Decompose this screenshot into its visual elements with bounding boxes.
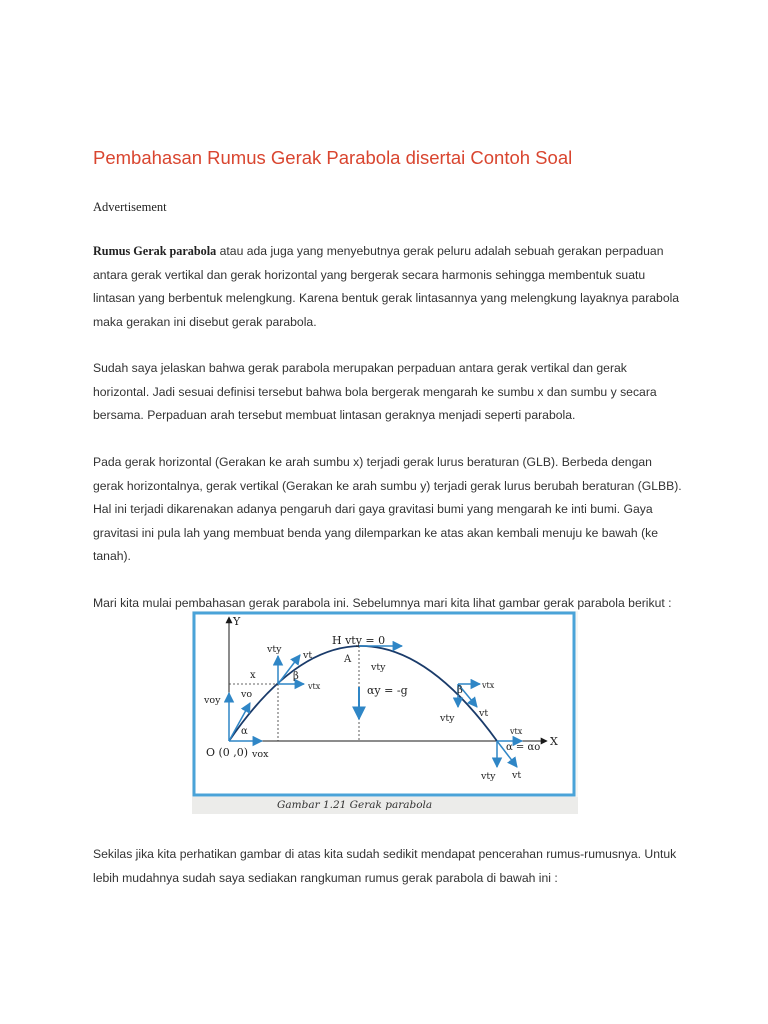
paragraph-two: Sudah saya jelaskan bahwa gerak parabola merupakan perpaduan antara gerak vertikal dan gerak horizontal. Jadi sesuai definisi tersebut bahwa bola bergerak mengarah ke sumbu x dan sumbu y secara bersama. Perpaduan arah tersebut membuat lintasan geraknya menjadi seperti parabola.: [93, 361, 657, 422]
peak-label: H vty = 0: [332, 634, 386, 647]
advertisement-label: Advertisement: [93, 200, 167, 214]
vty-right-label: vty: [440, 713, 455, 724]
point-a-label: A: [344, 654, 352, 665]
parabola-figure: [192, 611, 578, 814]
vt-end-label: vt: [512, 770, 522, 781]
paragraph-four: Mari kita mulai pembahasan gerak parabola ini. Sebelumnya mari kita lihat gambar gerak parabola berikut :: [93, 596, 672, 610]
voy-label: voy: [204, 695, 221, 706]
x-axis-label: X: [550, 735, 558, 748]
vty-end-label: vty: [481, 771, 496, 782]
paragraph-five: Sekilas jika kita perhatikan gambar di atas kita sudah sedikit mendapat pencerahan rumus-rumusnya. Untuk lebih mudahnya sudah saya sediakan rangkuman rumus gerak parabola di bawah ini :: [93, 847, 677, 885]
vt-left-label: vt: [303, 650, 313, 661]
vty-peak-label: vty: [371, 662, 386, 673]
vtx-left-label: vtx: [308, 682, 321, 691]
beta-left-label: β: [293, 671, 299, 682]
x-distance-label: x: [250, 670, 256, 681]
figure-caption: Gambar 1.21 Gerak parabola: [277, 799, 433, 811]
vty-left-label: vty: [267, 644, 282, 655]
gravity-label: αy = -g: [367, 684, 408, 697]
article-title: Pembahasan Rumus Gerak Parabola disertai Contoh Soal: [93, 147, 573, 168]
alpha-end-label: α = αo: [506, 742, 541, 753]
paragraph-intro: [93, 240, 683, 334]
origin-label: O (0 ,0): [206, 746, 249, 759]
bold-term: Rumus Gerak parabola: [93, 244, 217, 258]
y-axis-label: Y: [233, 615, 241, 628]
paragraph-three: Pada gerak horizontal (Gerakan ke arah sumbu x) terjadi gerak lurus beraturan (GLB). Berbeda dengan gerak horizontalnya, gerak vertikal (Gerakan ke arah sumbu y) terjadi gerak lurus berubah beraturan (GLBB). Hal ini terjadi dikarenakan adanya pengaruh dari gaya gravitasi bumi yang mengarah ke inti bumi. Gaya gravitasi ini pula lah yang membuat benda yang dilemparkan ke atas akan kembali menuju ke bawah (ke tanah).: [93, 455, 682, 563]
vtx-end-label: vtx: [510, 727, 523, 736]
vox-label: vox: [252, 749, 269, 760]
parabola-diagram: [192, 611, 578, 814]
alpha-label: α: [241, 726, 248, 737]
vt-right-label: vt: [479, 708, 489, 719]
vo-label: vo: [241, 689, 253, 700]
vtx-right-label: vtx: [482, 681, 495, 690]
beta-right-label: β: [457, 685, 463, 696]
paragraph-intro-text: atau ada juga yang menyebutnya gerak peluru adalah sebuah gerakan perpaduan antara gerak vertikal dan gerak horizontal yang bergerak secara harmonis sehingga membentuk suatu lintasan yang berbentuk melengkung. Karena bentuk gerak lintasannya yang melengkung layaknya parabola maka gerakan ini disebut gerak parabola.: [93, 244, 680, 329]
